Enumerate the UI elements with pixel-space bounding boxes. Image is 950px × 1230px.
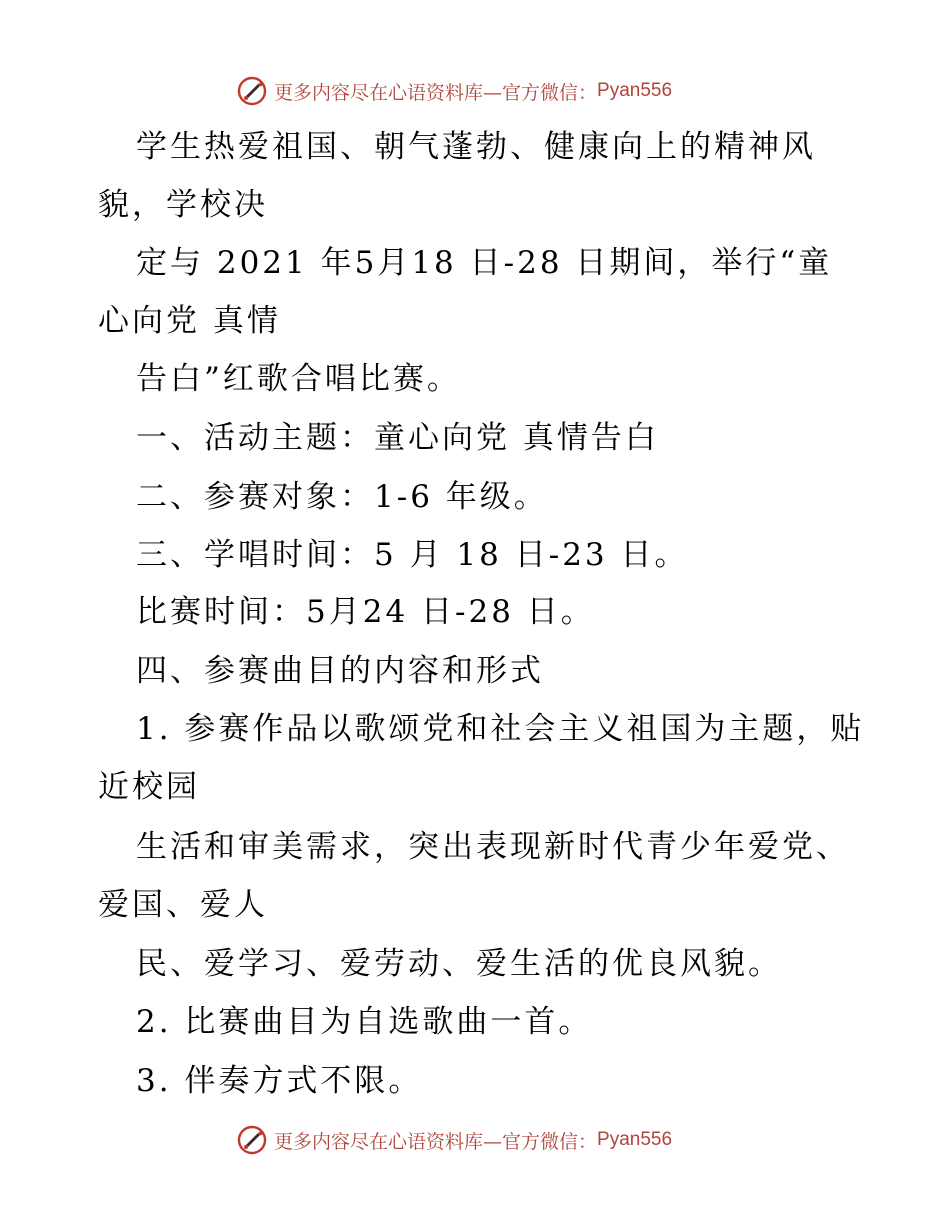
section-heading-participants: 二、参赛对象：1-6 年级。 <box>136 479 548 515</box>
text-line: 学生热爱祖国、朝气蓬勃、健康向上的精神风 <box>136 129 816 165</box>
header-site-text: 更多内容尽在心语资料库—官方微信： <box>274 81 598 104</box>
section-heading-theme: 一、活动主题：童心向党 真情告白 <box>136 420 659 456</box>
quill-logo-icon <box>236 1124 268 1156</box>
text-line: 貌，学校决 <box>98 187 268 223</box>
section-heading-repertoire: 四、参赛曲目的内容和形式 <box>136 653 544 689</box>
text-line: 心向党 真情 <box>98 303 281 339</box>
text-line: 比赛时间：5月24 日-28 日。 <box>136 594 595 630</box>
list-item: 3. 伴奏方式不限。 <box>136 1063 423 1099</box>
text-line: 生活和审美需求，突出表现新时代青少年爱党、 <box>136 829 850 865</box>
footer-banner <box>236 1123 672 1157</box>
text-line: 民、爱学习、爱劳动、爱生活的优良风貌。 <box>136 946 782 982</box>
section-heading-schedule: 三、学唱时间：5 月 18 日-23 日。 <box>136 537 689 573</box>
header-wechat-id: Pyan556 <box>597 80 673 101</box>
footer-wechat-id: Pyan556 <box>597 1129 673 1150</box>
list-item: 1. 参赛作品以歌颂党和社会主义祖国为主题，贴 <box>136 711 865 747</box>
list-item: 2. 比赛曲目为自选歌曲一首。 <box>136 1004 593 1040</box>
text-line: 定与 2021 年5月18 日-28 日期间，举行“童 <box>136 245 833 281</box>
text-line: 爱国、爱人 <box>98 887 268 923</box>
text-line: 近校园 <box>98 769 200 805</box>
text-line: 告白”红歌合唱比赛。 <box>136 361 461 397</box>
footer-site-text: 更多内容尽在心语资料库—官方微信： <box>274 1130 598 1153</box>
